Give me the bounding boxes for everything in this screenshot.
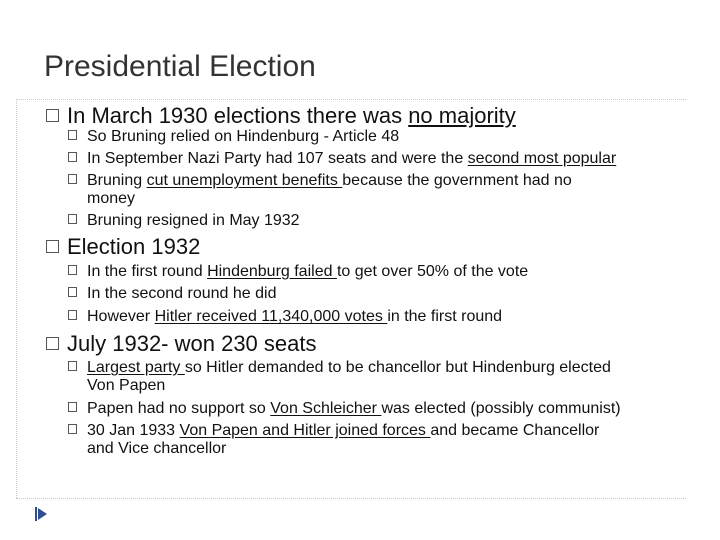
bullet-item [68, 150, 616, 168]
bullet-box-icon [46, 240, 59, 253]
top-divider [16, 99, 686, 100]
bullet-item-continuation [87, 190, 135, 208]
underlined-text: Hindenburg failed [207, 263, 337, 280]
bullet-item [68, 128, 399, 146]
text-run: Papen had no support so [87, 400, 271, 417]
bullet-box-icon [68, 265, 77, 275]
bullet-box-icon [68, 214, 77, 224]
section-heading [46, 103, 516, 129]
text-run: Von Papen [87, 377, 166, 394]
bullet-item [68, 263, 528, 281]
bullet-item [68, 285, 276, 303]
bullet-box-icon [68, 130, 77, 140]
bullet-box-icon [68, 361, 77, 371]
text-run: in the first round [387, 308, 503, 325]
bullet-item [68, 212, 300, 230]
underlined-text: Von Papen and Hitler joined forces [179, 422, 431, 439]
underlined-text: cut unemployment benefits [146, 172, 343, 189]
text-run: and Vice chancellor [87, 440, 227, 457]
bullet-box-icon [68, 402, 77, 412]
text-run: July 1932- won 230 seats [67, 331, 317, 356]
bullet-item [68, 172, 572, 190]
text-run: so Hitler demanded to be chancellor but Hindenburg elected [184, 359, 611, 376]
bullet-item [68, 422, 599, 440]
text-run: Bruning [87, 172, 147, 189]
text-run: to get over 50% of the vote [336, 263, 529, 280]
text-run: Bruning resigned in May 1932 [87, 212, 300, 229]
text-run: because the government had no [342, 172, 572, 189]
bullet-box-icon [68, 174, 77, 184]
text-run: In the second round he did [87, 285, 277, 302]
text-run: and became Chancellor [430, 422, 600, 439]
bullet-box-icon [68, 310, 77, 320]
underlined-text: Largest party [87, 359, 185, 376]
bullet-box-icon [68, 152, 77, 162]
play-arrow-icon[interactable] [34, 506, 48, 522]
underlined-text: Von Schleicher [270, 400, 382, 417]
bullet-item-continuation [87, 440, 226, 458]
bullet-item-continuation [87, 377, 165, 395]
slide-title: Presidential Election [44, 50, 316, 83]
text-run: In September Nazi Party had 107 seats and were the [87, 150, 468, 167]
bullet-box-icon [68, 424, 77, 434]
bullet-box-icon [46, 109, 59, 122]
bullet-item [68, 400, 621, 418]
section-heading [46, 331, 317, 357]
text-run: In the first round [87, 263, 208, 280]
bullet-item [68, 359, 611, 377]
section-heading [46, 234, 200, 260]
bullet-box-icon [68, 287, 77, 297]
text-run: Election 1932 [67, 234, 201, 259]
bullet-box-icon [46, 337, 59, 350]
left-divider [16, 99, 17, 498]
text-run: So Bruning relied on Hindenburg - Article 48 [87, 128, 400, 145]
underlined-text: second most popular [467, 150, 617, 167]
text-run: money [87, 190, 136, 207]
text-run: However [87, 308, 155, 325]
text-run: In March 1930 elections there was [67, 103, 409, 128]
underlined-text: Hitler received 11,340,000 votes [154, 308, 388, 325]
bullet-item [68, 308, 502, 326]
text-run: 30 Jan 1933 [87, 422, 180, 439]
underlined-text: no majority [408, 103, 516, 128]
bottom-divider [16, 498, 686, 499]
text-run: was elected (possibly communist) [381, 400, 621, 417]
